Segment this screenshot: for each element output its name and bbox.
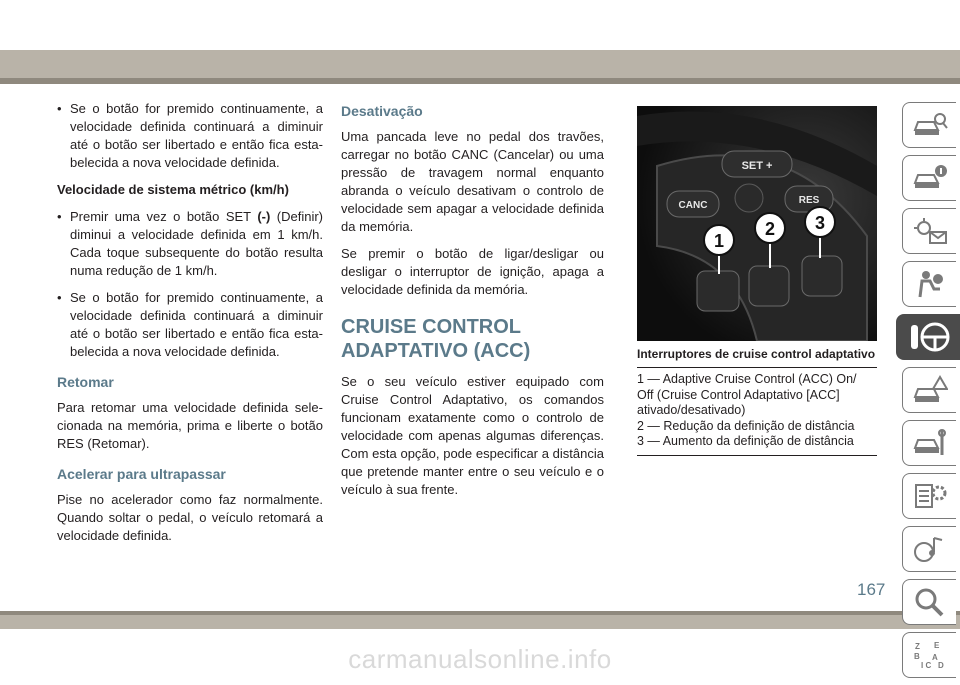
paragraph: Uma pancada leve no pedal dos travões, carregar no botão CANC (Cancelar) ou uma pressão de travagem normal enquanto abranda o veículo desativam o controlo de velocidade sem apagar a velocidade definida da memória. [341, 129, 604, 234]
bottom-band-stripe [0, 611, 960, 615]
tab-warning[interactable] [902, 367, 956, 413]
svg-text:A: A [931, 653, 938, 662]
watermark: carmanualsonline.info [348, 644, 612, 674]
heading-acc [341, 315, 604, 363]
acc-onoff-button [697, 271, 739, 311]
tab-multimedia[interactable] [902, 526, 956, 572]
car-search-icon [912, 110, 948, 140]
res-label: RES [798, 195, 820, 206]
callout-number: 3 [814, 213, 826, 233]
legend-line: ativado/desativado) [637, 403, 746, 417]
legend-line: Off (Cruise Control Adaptativo [ACC] [637, 387, 840, 402]
bullet-item [57, 208, 323, 280]
bullet-item [57, 289, 323, 361]
index-letters-icon [912, 640, 948, 670]
svg-text:D: D [937, 661, 944, 670]
bullet-item [57, 100, 323, 172]
legend-line: 2 — Redução da definição de distância [637, 418, 855, 433]
legend-rule [637, 455, 877, 456]
car-info-icon [912, 163, 948, 193]
tab-starting-operating[interactable] [896, 314, 960, 360]
paragraph: Se premir o botão de ligar/desligar ou desligar o interruptor de ignição, apaga a velocidade definida da memória. [341, 246, 604, 297]
bullet-dot: • [57, 290, 62, 305]
tab-car-search[interactable] [902, 102, 956, 148]
airbag-person-icon [912, 269, 948, 299]
multimedia-icon [912, 534, 948, 564]
callout-number: 1 [713, 231, 725, 251]
figure-caption-title: Interruptores de cruise control adaptativo [637, 347, 877, 368]
key-steering-wheel-icon [907, 321, 951, 353]
tab-airbag[interactable] [902, 261, 956, 307]
tab-service[interactable] [902, 420, 956, 466]
set-label: SET + [741, 160, 773, 172]
tab-search[interactable] [902, 579, 956, 625]
metric-label: Velocidade de sistema métrico (km/h) [57, 182, 289, 197]
canc-label: CANC [678, 200, 708, 211]
tab-car-info[interactable] [902, 155, 956, 201]
page-number: 167 [857, 580, 886, 599]
magnifier-icon [912, 587, 948, 617]
warning-car-icon [912, 375, 948, 405]
bullet-text: Premir uma vez o botão SET [70, 209, 258, 224]
top-band-stripe [0, 78, 960, 84]
specs-gear-icon [912, 481, 948, 511]
legend-line: 1 — Adaptive Cruise Control (ACC) On/ [637, 372, 857, 386]
bullet-text: Se o botão for premido continuamente, a velocidade definida continuará a diminuir até o botão ser libertado e então fica estabelecida a nova velocidade definida. [70, 101, 323, 170]
svg-text:I C: I C [920, 661, 931, 670]
bullet-text: (Definir) diminui a velocidade definida em 1 km/h. Cada toque subsequente do botão resulta numa redução de 1 km/h. [70, 209, 323, 278]
car-wrench-icon [912, 428, 948, 458]
steering-wheel-photo [637, 106, 877, 341]
bullet-dot: • [57, 209, 62, 224]
svg-text:B: B [913, 652, 920, 661]
column-middle [341, 100, 604, 508]
heading-acelerar: Acelerar para ultrapassar [57, 466, 226, 482]
heading-acc-line1: CRUISE CONTROL [341, 316, 521, 338]
tab-dashboard[interactable] [902, 208, 956, 254]
paragraph: Se o seu veículo estiver equipado com Cruise Control Adaptativo, os comandos funcionam exatamente como o controlo de velocidade com apenas algumas diferenças. Com esta opção, pode especificar a distância que pretende manter entre o seu veículo e o veículo à sua frente. [341, 374, 604, 497]
tab-specs[interactable] [902, 473, 956, 519]
paragraph: Para retomar uma velocidade definida selecionada na memória, prima e liberte o botão RES (Retomar). [57, 400, 323, 451]
svg-text:Z: Z [914, 642, 920, 651]
svg-text:E: E [933, 641, 939, 650]
heading-acc-line2: ADAPTATIVO (ACC) [341, 340, 531, 362]
callout-number: 2 [764, 219, 776, 239]
chapter-tabs [896, 102, 960, 685]
cruise-icon-button [735, 184, 763, 212]
tab-index[interactable] [902, 632, 956, 678]
paragraph: Pise no acelerador como faz normalmente. Quando soltar o pedal, o veículo retomará a velocidade definida. [57, 492, 323, 543]
bottom-band [0, 611, 960, 629]
bullet-dot: • [57, 101, 62, 116]
set-minus-label: (-) [257, 209, 271, 224]
legend-line: 3 — Aumento da definição de distância [637, 434, 854, 448]
heading-retomar: Retomar [57, 374, 114, 390]
dashboard-lights-icon [912, 216, 948, 246]
bullet-text: Se o botão for premido continuamente, a velocidade definida continuará a diminuir até o botão ser libertado e então fica estabelecida a nova velocidade definida. [70, 290, 323, 359]
distance-increase-button [802, 256, 842, 296]
heading-desativacao: Desativação [341, 103, 423, 119]
column-left [57, 100, 323, 554]
steering-wheel-illustration [637, 106, 877, 341]
top-band [0, 50, 960, 84]
figure-legend [637, 372, 877, 450]
distance-decrease-button [749, 266, 789, 306]
